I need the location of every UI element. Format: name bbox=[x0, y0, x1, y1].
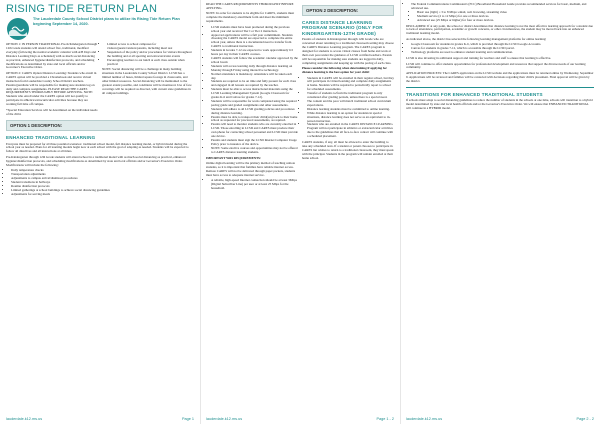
list-item: • While distance learning is an option for students in special situations, distance learning does not serve as an equivalent to in-person instruction. bbox=[307, 112, 394, 124]
school-district-logo bbox=[6, 17, 30, 41]
list-item: • Parents must be able to transport their child(ren) back to their home school as requested for proctored assessments, as required. bbox=[211, 116, 298, 124]
list-item: • Routine disinfection protocols bbox=[11, 185, 194, 189]
transitions-heading: TRANSITIONS FOR ENHANCED TRADITIONAL STUDENTS bbox=[406, 91, 543, 97]
enhanced-paragraph-1: Everyone must be prepared for all three potential scenarios: traditional school model, full distance learning model, or hybrid model during the school year as needed. Plans for all learning models begin now at each school with the goal of adapting as needed. Students will be expected to follow all directives and all instructions at all times. bbox=[6, 141, 189, 154]
wifi-requirements-paragraph: Online digital learning will be the primary method of teaching remote students, so it is important that families have reliable internet access. Remote CARES will not be delivered through paper packets, students must have access to adequate internet service. bbox=[206, 161, 296, 177]
consider-paragraph bbox=[302, 67, 394, 75]
list-item: • Parents will need to monitor students who are currently enrolled in LCSD. Those enrolling in LCSD and CARES must produce their own phone for contacting school personnel and LCSD must provide one device. bbox=[211, 123, 298, 139]
consider-list bbox=[302, 77, 394, 140]
list-item: • Limited gatherings at school buildings to achieve social distancing guidelines bbox=[11, 189, 194, 193]
list-item: • CARES students will follow the academic calendar approved by the school board. bbox=[211, 57, 298, 65]
special-education-note: *Special Education Services will be determined on the individual needs of the child. bbox=[6, 107, 98, 116]
page1-columns bbox=[6, 43, 194, 118]
wifi-requirements-label: IMPORTANT WiFi REQUIREMENTS: bbox=[206, 155, 262, 160]
list-item bbox=[411, 3, 594, 23]
enhanced-paragraph-2: Pre-Kindergarten through 12th Grade students will attend school in a traditional model with as much social distancing as practical, enhanced hygiene/disinfection protocols, and scheduling modifications as determined by state and local officials and/or Governor's Executive Order. Modifications will include the following: bbox=[6, 154, 186, 167]
list-item: • Limited access to school campuses for visitors/guests/vendors/parents, including meal rest bbox=[107, 43, 194, 51]
page1-right-column bbox=[102, 43, 194, 118]
website-link[interactable]: lauderdale.k12.ms.us bbox=[206, 417, 243, 421]
list-item: • Technology platforms are used to enhance student learning and communication. bbox=[411, 51, 594, 55]
page-one bbox=[0, 0, 200, 424]
list-item: • Students in CARES will be enrolled in their regular school, but they will participate in virtual learning and complete daily assignments at home. Students will be required to periodically report to school for scheduled assessments. bbox=[307, 77, 394, 93]
option2-paragraph: OPTION 2: CARES Option Distance Learning: Students who enroll in CARES option will be provided a Chromebook and receive virtual instruction from Lauderdale County School District teachers. Parents/guardians will be responsible for making sure students log on daily and complete assignments. PLEASE READ THE CARES REQUIREMENTS THOROUGHLY BEFORE APPLYING. NOTE: Students who enroll under the CARES option will not qualify to participate in athletics/extracurricular activities because they are working full time off campus. bbox=[6, 70, 97, 107]
list-item: • Medium service (2 to 12 Mbps) for one or three devices. bbox=[417, 15, 594, 19]
list-item: • Daily temperature checks bbox=[11, 169, 194, 173]
enhanced-traditional-heading: ENHANCED TRADITIONAL LEARNING bbox=[6, 135, 96, 141]
page3-footer bbox=[406, 417, 594, 421]
cares-requirements-list bbox=[206, 26, 298, 155]
list-item: • Google Classroom for students in grades K-6, which is provided through the LCSD Google Accounts. bbox=[411, 43, 594, 47]
list-item: • Advanced use (25 Mbps or higher) for four or more devices. bbox=[417, 19, 594, 23]
bandwidth-sub-list bbox=[411, 11, 594, 23]
page-number: Page 1 - 2 bbox=[376, 417, 394, 421]
page2-columns bbox=[206, 3, 394, 193]
social-distancing-note: NOTE: Social distancing will be a challenge in many building situations in the Lauderdale County School District. LCSD has a limited number of buses, limited square footage in classrooms, and other limited resources. Social distancing will be maintained to the greatest extent possible, and conditions will be monitored. Use of face coverings will be required as directed, with current state guidelines in all campus buildings. bbox=[102, 67, 192, 95]
page-title: RISING TIDE RETURN PLAN bbox=[6, 3, 158, 15]
transitions-paragraph: If schools must adapt to social distancing guidelines to reduce the number of students in the schools at one time, schools will transition to a hybrid model determined by state and local health officials and/or the Governor's Executive Order. We will ensure that ENHANCED TRADITIONAL will continue in a HYBRID model. bbox=[406, 98, 593, 110]
list-item: • Basic use (light) = 3 to 8 Mbps: email, web browsing, streaming video bbox=[417, 11, 594, 15]
website-link[interactable]: lauderdale.k12.ms.us bbox=[406, 417, 443, 421]
list-item: • Students must be able to access instructional materials using the LCSD Learning Management System (Google Classroom for grades K-6 and Canvas for grades 7-12). bbox=[211, 88, 298, 100]
lcsd-paragraph-2: LCSD will continue to offer students opportunities for professional development and resources that support the diverse needs of our learning community. bbox=[406, 61, 586, 70]
page-two bbox=[200, 0, 400, 424]
option1-paragraph: OPTION 1: IN PERSON TRADITIONAL Pre-K/Kindergarten through 12th Grade students will attend school five, traditional, modified everyday (following the normal academic calendar with A/B Days and Distance Learning Days as scheduled) with as much social distancing as practical, enhanced hygiene/disinfection protocols, and scheduling modifications as determined by state and local officials and/or Governor's Executive Order. bbox=[6, 42, 98, 70]
list-item: • Student transitions in hallways bbox=[11, 181, 194, 185]
platforms-list bbox=[406, 43, 594, 55]
page1-left-column bbox=[6, 43, 98, 118]
list-item: • The content and the pace will match traditional school curriculum expectations. bbox=[307, 100, 394, 108]
page-three bbox=[400, 0, 600, 424]
fcc-list bbox=[406, 3, 594, 23]
application-process: APPLICATION PROCESS: The CARES application on the LCSD website and the applications must be returned online by Wednesday, September 9. Applications will be reviewed and families will be contacted with decisions regarding their child's placement. Final approval will be given by the district. bbox=[406, 70, 594, 83]
page1-footer bbox=[6, 417, 194, 421]
cares-heading: CARES DISTANCE LEARNING PROGRAM SCENARIO (ONLY FOR KINDERGARTEN-12TH GRADE) bbox=[302, 20, 383, 36]
closing-paragraph: CARES students, if any, all must be allowed to enter the building to take any scheduled tests. If a student or parent chooses to participate in CARES but wishes to return to a traditional classroom, they must speak with the principal. Students in the program will remain enrolled at their home school. bbox=[302, 140, 394, 160]
list-item: • Approved applications will be a full year commitment. Students choosing the CARES model are expected to complete the entire school year, unless there is a documented need to transfer from CARES to traditional instruction. bbox=[211, 34, 298, 50]
list-item: • A reliable, high-speed Internet connection should be at least 3Mbps (Digital Subscriber Line) per user or at least 25 Mbps for the household. bbox=[211, 179, 298, 191]
eligibility-note: NOTE: In order for students to be eligible for CARES, students must complete the mandatory enrollment form and meet the minimum requirements. bbox=[206, 11, 295, 24]
list-item: • Transfer of students to/from the traditional program is only considered after grading periods, unless there is a special need. bbox=[307, 92, 394, 100]
option2-description-title: OPTION 2 DESCRIPTION: bbox=[302, 5, 394, 16]
list-item: • Encouraging teachers to eat lunch at each class outside when practical bbox=[107, 59, 194, 67]
wifi-sub-list bbox=[206, 179, 298, 191]
list-item: • Transportation adjustments bbox=[11, 173, 194, 177]
list-item: • Adjustments for serving meals bbox=[11, 193, 194, 197]
list-item: • Students who are enrolled in the CARES DISTANCE LEARNING Program will not participate in athletics or extracurricular activities due to the guidelines that all face-to-face contact will continue with a scheduled placement. bbox=[307, 123, 394, 139]
list-item: • Adjustments to campus arrival/dismissal procedures bbox=[11, 177, 194, 181]
list-item: • Suspension of the policy and/or procedures for visitors throughout the building and at all sporting and extracurricular events bbox=[107, 51, 194, 59]
fcc-item-text: The Federal Communications Commission's (FCC) Broadband Household Guide provides recommended services for basic, medium, and advanced use. bbox=[411, 2, 587, 10]
disclaimer-paragraph: DISCLAIMER: If at any point, the school or district determines that distance learning is not the most effective learning approach for a student due to lack of attendance, participation, academic or growth concerns, or other circumstances, the student may be moved back into an enhanced traditional learning model. bbox=[406, 23, 593, 36]
page-number: Page 2 - 2 bbox=[576, 417, 594, 421]
consider-label: Please consider the following when determining if applying for distance learning is the best option for your child: bbox=[302, 66, 387, 75]
page2-left-column bbox=[206, 3, 298, 193]
intro-row bbox=[6, 17, 194, 41]
list-item: • Distance learning students must be committed to online learning. bbox=[307, 108, 394, 112]
page-number: Page 1 bbox=[181, 417, 194, 421]
page2-right-column bbox=[302, 3, 394, 193]
page2-footer bbox=[206, 417, 394, 421]
section-divider bbox=[406, 87, 594, 88]
wifi-requirements-title bbox=[206, 157, 298, 161]
list-item: • LCSD students must have been promoted during the previous school year and received Tier I or Tier 2 instruction. bbox=[211, 26, 298, 34]
list-item: • Students will be responsible for work completed using the required pacing guide and graded assignments and other assessments. Students will adhere to all LCSD grading policies and procedures during distance learning. bbox=[211, 100, 298, 116]
modifications-list bbox=[6, 169, 194, 196]
cares-paragraph: Parents of students in Kindergarten through 12th Grade who are concerned about returning to a traditional classroom setting may choose the CARES Distance Learning program. The CARES program is designed for students to access virtual classes from home and work at their own pace under the guidance of LCSD certified teachers. Parents will be responsible for making sure students are logged in daily, completing assignments and keeping up with the pacing of each class. bbox=[302, 37, 394, 65]
page1-bullet-list bbox=[102, 43, 194, 66]
intro-text: The Lauderdale County School District plans to utilize its Rising Tide Return Plan beginning September 14, 2020. bbox=[33, 17, 180, 26]
list-item: • Students are required to be on time and fully present for each class and engaged in all lessons as required by the teacher. bbox=[211, 80, 298, 88]
list-item: • Normal attendance is mandatory. Attendance will be taken each day. bbox=[211, 73, 298, 81]
platforms-intro: As indicated above, the district has selected the following learning management platforms for online learning: bbox=[406, 36, 547, 41]
list-item: • Students will access learning daily through distance learning on Monday through Friday using interactive technology. bbox=[211, 65, 298, 73]
option1-description-title: OPTION 1 DESCRIPTION: bbox=[6, 120, 194, 131]
list-item: • NOTE: Some elective courses and opportunities may not be offered to CARES distance learning students. bbox=[211, 147, 298, 155]
list-item: • Canvas for students in grades 7-12, which is accessible through the LCSD portal. bbox=[411, 47, 594, 51]
list-item: • Students in Grades 7-12 are expected to work approximately 6.5 hours per day in their CARES courses. bbox=[211, 49, 298, 57]
read-requirements: READ THE CARES REQUIREMENTS THOROUGHLY BEFORE APPLYING. bbox=[206, 2, 294, 10]
list-item: • Parents and students must sign the LCSD Internet Computer Usage Policy prior to issuance of the device. bbox=[211, 139, 298, 147]
lcsd-paragraph-1: LCSD is also investing in additional support and training for teachers and staff to ensure that learning is effective. bbox=[406, 56, 552, 61]
website-link[interactable]: lauderdale.k12.ms.us bbox=[6, 417, 43, 421]
